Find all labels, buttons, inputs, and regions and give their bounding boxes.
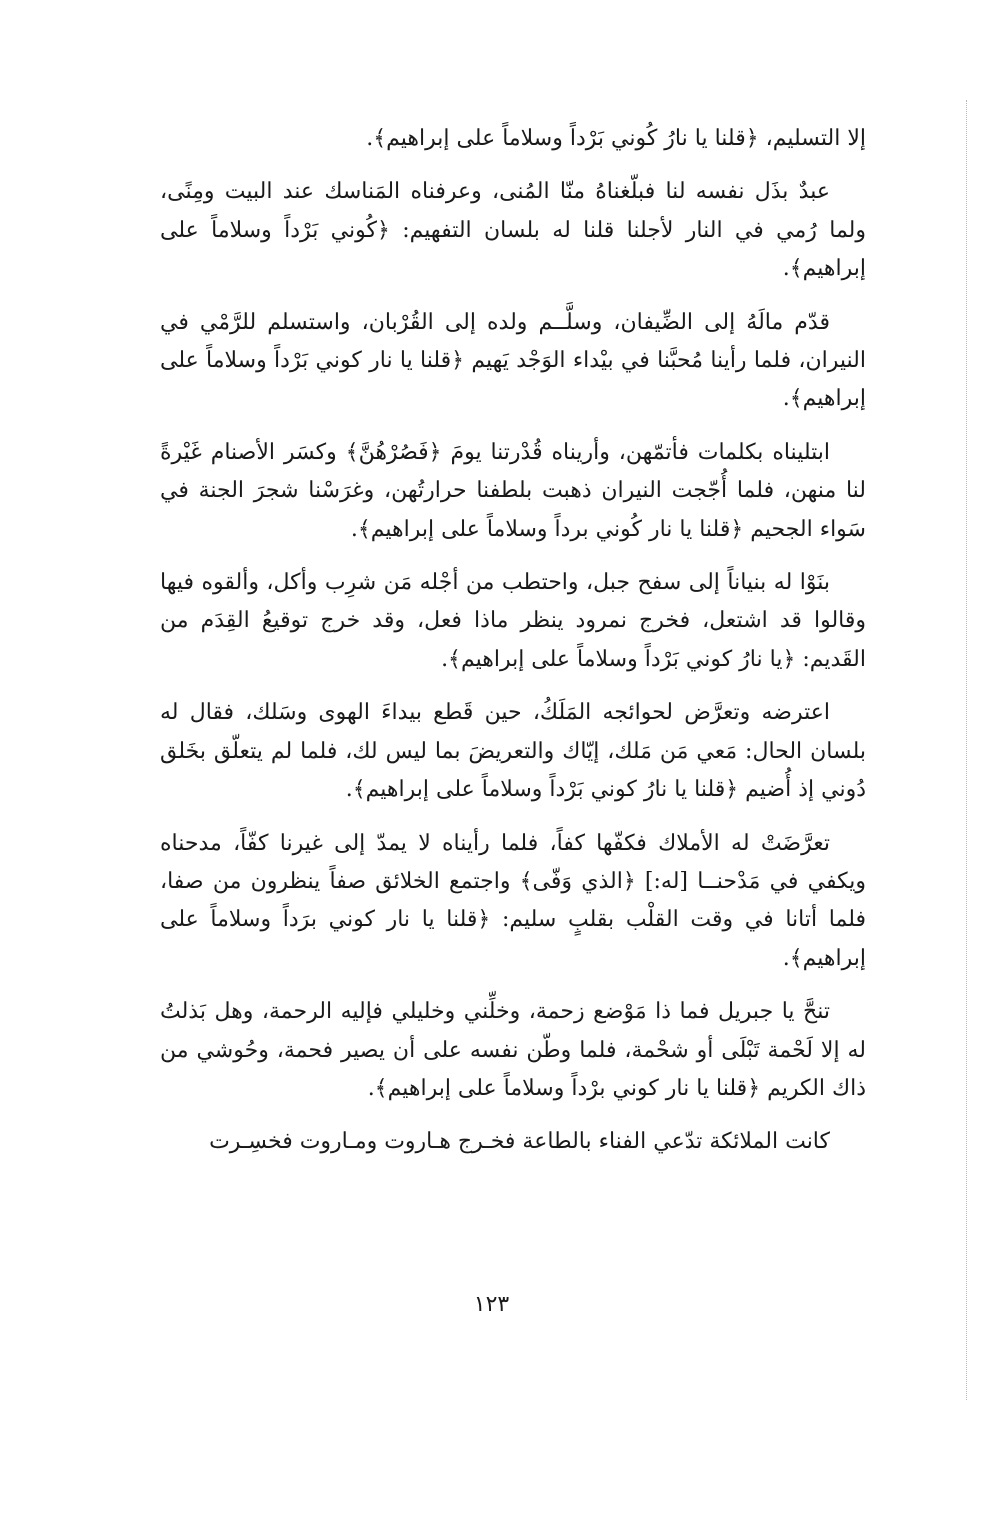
paragraph: ابتليناه بكلمات فأتمّهن، وأريناه قُدْرتنا يومَ ﴿فَصُرْهُنَّ﴾ وكسَر الأصنام غَيْرةً لنا منهن، فلما أُجّجت النيران ذهبت بلطفنا حرارتُهن، وغرَسْنا شجرَ الجنة في سَواء الجحيم ﴿قلنا يا نار كُوني برداً وسلاماً على إبراهيم﴾. [160,439,866,542]
paragraph: كانت الملائكة تدّعي الفناء بالطاعة فخـرج هـاروت ومـاروت فخسِـرت [209,1129,830,1155]
paragraph: اعترضه وتعرَّض لحوائجه المَلَكُ، حين قَطع بيداءَ الهوى وسَلك، فقال له بلسان الحال: مَعي مَن مَلك، إيّاك والتعريضَ بما ليس لك، فلما لم يتعلّق بخَلق دُوني إذ أُضيم ﴿قلنا يا نارُ كوني بَرْداً وسلاماً على إبراهيم﴾. [160,700,866,803]
paragraph: عبدٌ بذَل نفسه لنا فبلّغناهُ منّا المُنى، وعرفناه المَناسك عند البيت ومِنًى، ولما رُمي في النار لأجلنا قلنا له بلسان التفهيم: ﴿كُوني بَرْداً وسلاماً على إبراهيم﴾. [160,179,866,282]
paragraph: تنحَّ يا جبريل فما ذا مَوْضع زحمة، وخلِّني وخليلي فإليه الرحمة، وهل بَذلتُ له إلا لَحْمة تَبْلَى أو شحْمة، فلما وطّن نفسه على أن يصير فحمة، وحُوشي من ذاك الكريم ﴿قلنا يا نار كوني برْداً وسلاماً على إبراهيم﴾. [160,999,866,1101]
body-text [160,120,866,1177]
paragraph: قدّم مالَهُ إلى الضِّيفان، وسلَّــم ولده إلى القُرْبان، واستسلم للرَّمْي في النيران، فلما رأينا مُحبَّنا في بيْداء الوَجْد يَهيم ﴿قلنا يا نار كوني بَرْداً وسلاماً على إبراهيم﴾. [160,309,866,412]
paragraph: بنَوْا له بنياناً إلى سفح جبل، واحتطب من أجْله مَن شرِب وأكل، وألقوه فيها وقالوا قد اشتعل، فخرج نمرود ينظر ماذا فعل، وقد خرج توقيعُ القِدَم من القَديم: ﴿يا نارُ كوني بَرْداً وسلاماً على إبراهيم﴾. [160,570,866,672]
page-number: ١٢٣ [473,1292,510,1317]
scan-edge-divider [966,100,967,1400]
paragraph: إلا التسليم، ﴿قلنا يا نارُ كُوني بَرْداً وسلاماً على إبراهيم﴾. [366,126,866,151]
paragraph: تعرَّضَتْ له الأملاك فكفّها كفاً، فلما رأيناه لا يمدّ إلى غيرنا كفّاً، مدحناه ويكفي في مَدْحنــا [له:] ﴿الذي وَفّى﴾ واجتمع الخلائق صفاً ينظرون من صفا، فلما أتانا في وقت القلْب بقلبٍ سليم: ﴿قلنا يا نار كوني برَداً وسلاماً على إبراهيم﴾. [160,830,866,971]
